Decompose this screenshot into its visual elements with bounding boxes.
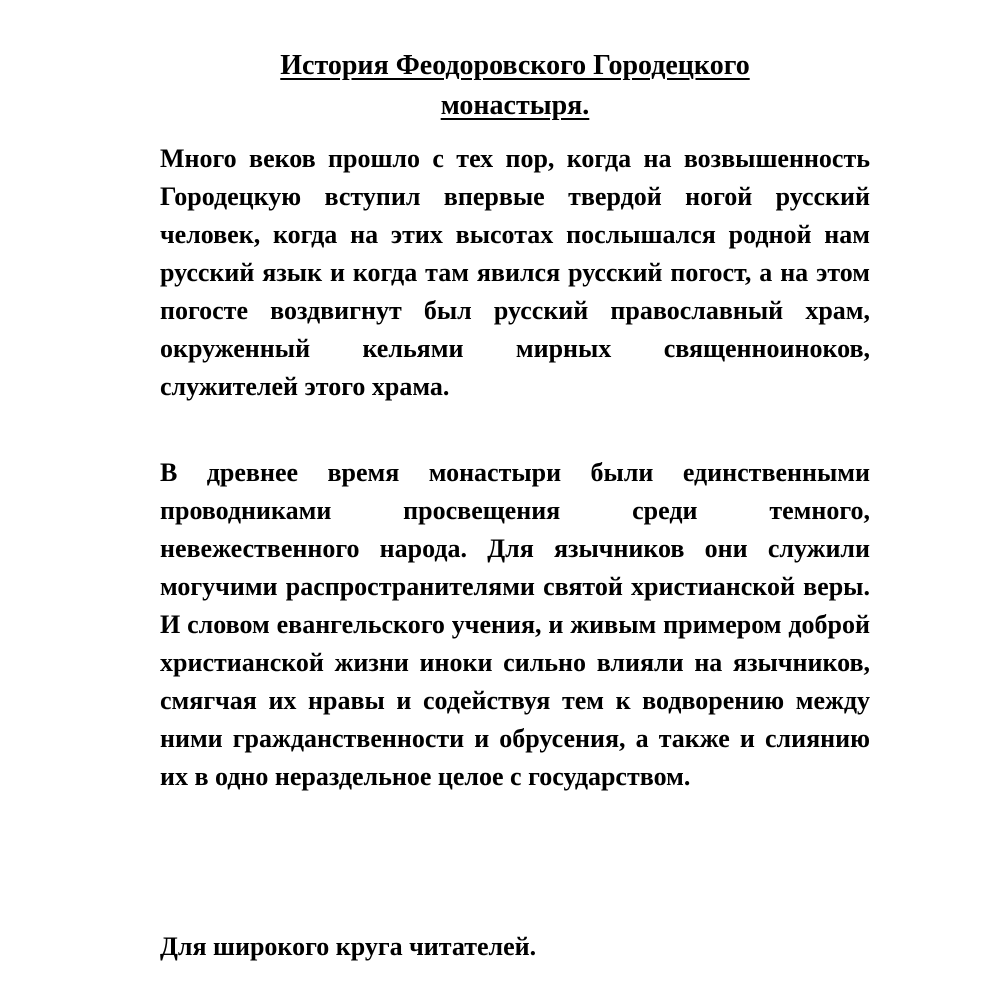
paragraph-1: Много веков прошло с тех пор, когда на возвышенность Городецкую вступил впервые твердой ногой русский человек, когда на этих высотах послышался родной нам русский язык и когда там явился русский погост, а на этом погосте воздвигнут был русский православный храм, окруженный кельями мирных священноиноков, служителей этого храма.	[160, 144, 870, 401]
audience-note: Для широкого круга читателей.	[160, 932, 537, 961]
document-title	[160, 46, 870, 126]
paragraph-2: В древнее время монастыри были единственными проводниками просвещения среди темного, невежественного народа. Для язычников они служили могучими распространителями святой христианской веры. И словом евангельского учения, и живым примером доброй христианской жизни иноки сильно влияли на язычников, смягчая их нравы и содействуя тем к водворению между ними гражданственности и обрусения, а также и слиянию их в одно нераздельное целое с государством.	[160, 458, 870, 791]
title-line-2: монастыря.	[440, 90, 590, 121]
title-line-1: История Феодоровского Городецкого	[280, 50, 750, 81]
